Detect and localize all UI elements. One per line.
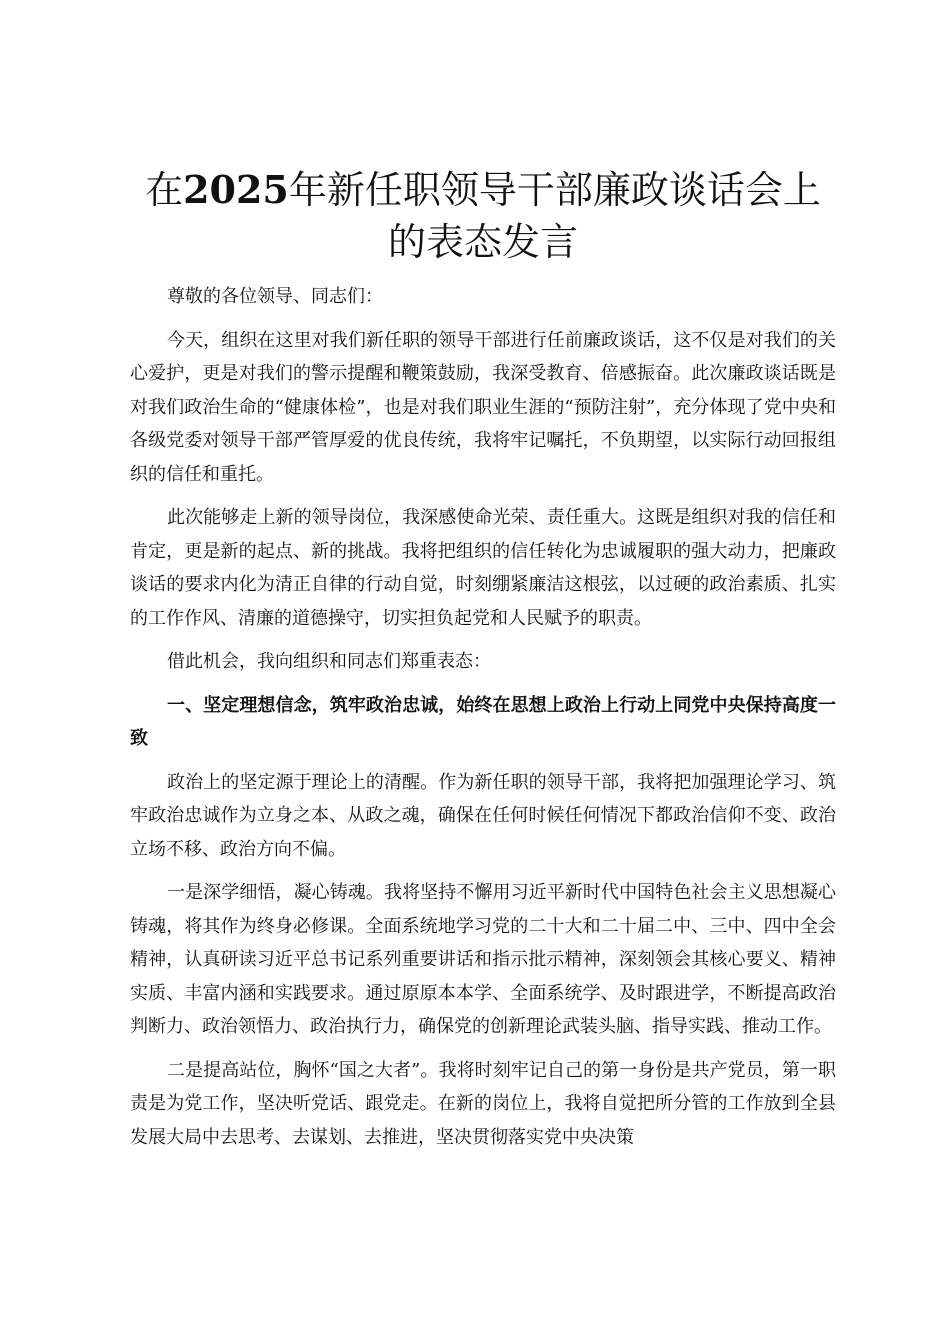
section-heading: 一、坚定理想信念，筑牢政治忠诚，始终在思想上政治上行动上同党中央保持高度一致 <box>130 694 836 749</box>
title-year: 2025 <box>183 167 289 212</box>
body-paragraph: 一是深学细悟，凝心铸魂。我将坚持不懈用习近平新时代中国特色社会主义思想凝心铸魂，将其作为终身必修课。全面系统地学习党的二十大和二十届二中、三中、四中全会精神，认真研读习近平总书记系列重要讲话和指示批示精神，深刻领会其核心要义、精神实质、丰富内涵和实践要求。通过原原本本学、全面系统学、及时跟进学，不断提高政治判断力、政治领悟力、政治执行力，确保党的创新理论武装头脑、指导实践、推动工作。 <box>130 882 836 1037</box>
body-paragraph: 二是提高站位，胸怀“国之大者”。我将时刻牢记自己的第一身份是共产党员，第一职责是为党工作，坚决听党话、跟党走。在新的岗位上，我将自觉把所分管的工作放到全县发展大局中去思考、去谋划、去推进，坚决贯彻落实党中央决策 <box>130 1059 836 1148</box>
body-paragraph: 政治上的坚定源于理论上的清醒。作为新任职的领导干部，我将把加强理论学习、筑牢政治忠诚作为立身之本、从政之魂，确保在任何时候任何情况下都政治信仰不变、政治立场不移、政治方向不偏。 <box>130 771 836 860</box>
title-prefix: 在 <box>145 168 184 212</box>
salutation: 尊敬的各位领导、同志们： <box>167 286 383 307</box>
title-suffix: 年新任职领导干部廉政谈话会上的表态发言 <box>288 168 821 264</box>
body-paragraph: 此次能够走上新的领导岗位，我深感使命光荣、责任重大。这既是组织对我的信任和肯定，更是新的起点、新的挑战。我将把组织的信任转化为忠诚履职的强大动力，把廉政谈话的要求内化为清正自律的行动自觉，时刻绷紧廉洁这根弦，以过硬的政治素质、扎实的工作作风、清廉的道德操守，切实担负起党和人民赋予的职责。 <box>130 507 836 629</box>
document-page <box>130 164 836 1164</box>
document-title <box>130 164 836 268</box>
body-paragraph: 借此机会，我向组织和同志们郑重表态： <box>167 651 491 672</box>
body-paragraph: 今天，组织在这里对我们新任职的领导干部进行任前廉政谈话，这不仅是对我们的关心爱护，更是对我们的警示提醒和鞭策鼓励，我深受教育、倍感振奋。此次廉政谈话既是对我们政治生命的“健康体检”，也是对我们职业生涯的“预防注射”，充分体现了党中央和各级党委对领导干部严管厚爱的优良传统，我将牢记嘱托，不负期望，以实际行动回报组织的信任和重托。 <box>130 329 836 485</box>
